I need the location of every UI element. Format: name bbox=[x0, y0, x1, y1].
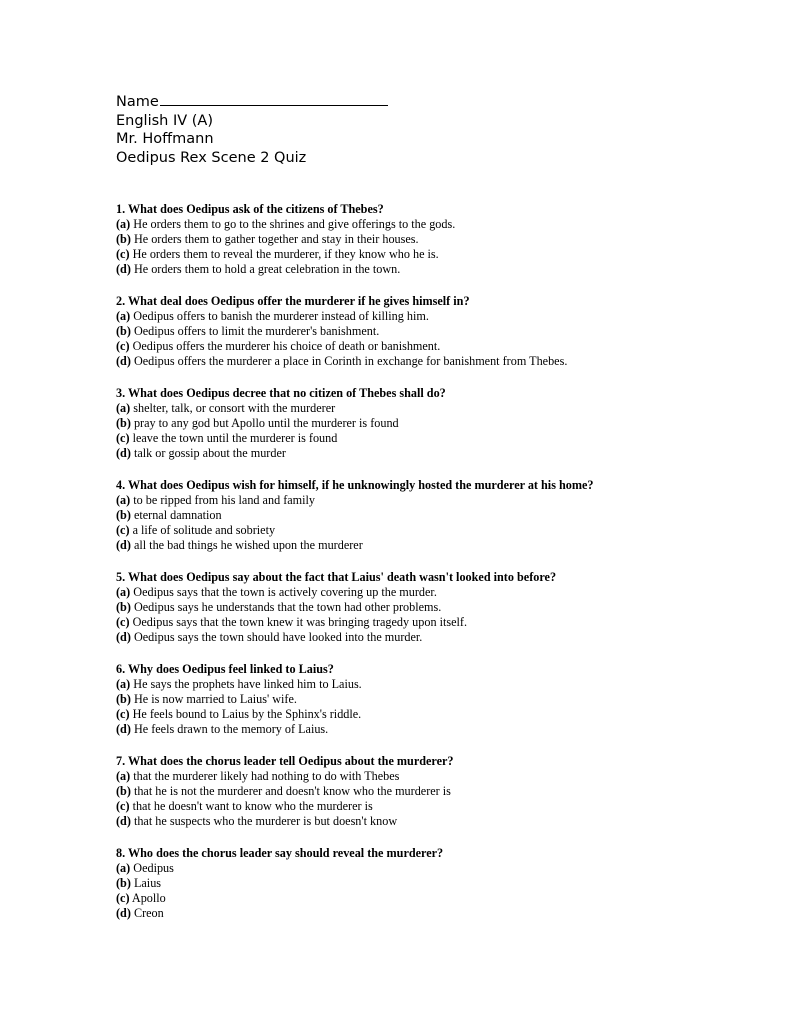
question-text: 5. What does Oedipus say about the fact that Laius' death wasn't looked into before? bbox=[116, 570, 557, 584]
answer-option bbox=[116, 585, 756, 600]
course-line: English IV (A) bbox=[116, 112, 214, 129]
answer-option bbox=[116, 861, 756, 876]
answer-option bbox=[116, 600, 756, 615]
option-letter: (a) bbox=[116, 493, 131, 507]
question-8 bbox=[116, 846, 756, 921]
question-text: 7. What does the chorus leader tell Oedipus about the murderer? bbox=[116, 754, 454, 768]
answer-option bbox=[116, 354, 756, 369]
option-text: a life of solitude and sobriety bbox=[132, 523, 276, 537]
option-letter: (d) bbox=[116, 814, 131, 828]
quiz-header bbox=[116, 92, 388, 167]
answer-option bbox=[116, 247, 756, 262]
answer-option bbox=[116, 722, 756, 737]
question-text: 1. What does Oedipus ask of the citizens of Thebes? bbox=[116, 202, 384, 216]
question-6 bbox=[116, 662, 756, 737]
option-letter: (b) bbox=[116, 324, 131, 338]
option-letter: (b) bbox=[116, 692, 131, 706]
question-text: 2. What deal does Oedipus offer the murderer if he gives himself in? bbox=[116, 294, 470, 308]
option-letter: (b) bbox=[116, 232, 131, 246]
option-letter: (c) bbox=[116, 799, 130, 813]
option-letter: (a) bbox=[116, 585, 131, 599]
option-letter: (c) bbox=[116, 891, 130, 905]
option-letter: (c) bbox=[116, 523, 130, 537]
option-letter: (d) bbox=[116, 630, 131, 644]
answer-option bbox=[116, 891, 756, 906]
answer-option bbox=[116, 401, 756, 416]
option-letter: (c) bbox=[116, 431, 130, 445]
teacher-line: Mr. Hoffmann bbox=[116, 131, 214, 147]
option-letter: (c) bbox=[116, 615, 130, 629]
question-7 bbox=[116, 754, 756, 829]
answer-option bbox=[116, 692, 756, 707]
option-text: He orders them to hold a great celebration in the town. bbox=[133, 262, 401, 276]
option-text: He feels bound to Laius by the Sphinx's riddle. bbox=[132, 707, 362, 721]
option-letter: (b) bbox=[116, 508, 131, 522]
quiz-title: Oedipus Rex Scene 2 Quiz bbox=[116, 149, 307, 166]
option-text: Oedipus offers the murderer a place in Corinth in exchange for banishment from Thebes. bbox=[133, 354, 568, 368]
answer-option bbox=[116, 523, 756, 538]
answer-option bbox=[116, 814, 756, 829]
option-text: Laius bbox=[133, 876, 162, 890]
option-text: Oedipus says the town should have looked into the murder. bbox=[133, 630, 423, 644]
option-text: Oedipus says that the town knew it was bringing tragedy upon itself. bbox=[132, 615, 468, 629]
option-text: Oedipus bbox=[133, 861, 174, 875]
option-text: Apollo bbox=[131, 891, 166, 905]
question-1 bbox=[116, 202, 756, 277]
option-text: that he doesn't want to know who the murderer is bbox=[132, 799, 373, 813]
option-letter: (d) bbox=[116, 446, 131, 460]
question-4 bbox=[116, 478, 756, 553]
answer-option bbox=[116, 906, 756, 921]
option-text: eternal damnation bbox=[133, 508, 222, 522]
answer-option bbox=[116, 538, 756, 553]
answer-option bbox=[116, 262, 756, 277]
option-letter: (c) bbox=[116, 339, 130, 353]
option-text: He says the prophets have linked him to Laius. bbox=[133, 677, 362, 691]
option-text: Oedipus offers to banish the murderer instead of killing him. bbox=[133, 309, 429, 323]
option-letter: (a) bbox=[116, 769, 131, 783]
question-5 bbox=[116, 570, 756, 645]
option-letter: (a) bbox=[116, 401, 131, 415]
option-text: leave the town until the murderer is found bbox=[132, 431, 338, 445]
option-letter: (d) bbox=[116, 722, 131, 736]
answer-option bbox=[116, 508, 756, 523]
option-text: Oedipus says that the town is actively covering up the murder. bbox=[133, 585, 437, 599]
option-text: pray to any god but Apollo until the murderer is found bbox=[133, 416, 399, 430]
answer-option bbox=[116, 324, 756, 339]
option-letter: (a) bbox=[116, 861, 131, 875]
option-letter: (d) bbox=[116, 538, 131, 552]
name-label: Name bbox=[116, 94, 159, 110]
answer-option bbox=[116, 339, 756, 354]
answer-option bbox=[116, 232, 756, 247]
question-text: 8. Who does the chorus leader say should reveal the murderer? bbox=[116, 846, 444, 860]
answer-option bbox=[116, 431, 756, 446]
option-text: He feels drawn to the memory of Laius. bbox=[133, 722, 329, 736]
question-3 bbox=[116, 386, 756, 461]
option-letter: (b) bbox=[116, 784, 131, 798]
option-letter: (a) bbox=[116, 309, 131, 323]
question-list bbox=[116, 202, 756, 938]
option-text: shelter, talk, or consort with the murderer bbox=[133, 401, 336, 415]
answer-option bbox=[116, 416, 756, 431]
option-text: He is now married to Laius' wife. bbox=[133, 692, 297, 706]
name-blank bbox=[160, 92, 388, 106]
answer-option bbox=[116, 799, 756, 814]
option-letter: (d) bbox=[116, 262, 131, 276]
option-letter: (c) bbox=[116, 707, 130, 721]
option-text: He orders them to go to the shrines and give offerings to the gods. bbox=[133, 217, 456, 231]
option-text: talk or gossip about the murder bbox=[133, 446, 286, 460]
option-text: that he is not the murderer and doesn't know who the murderer is bbox=[133, 784, 451, 798]
option-text: Oedipus offers the murderer his choice of death or banishment. bbox=[132, 339, 441, 353]
option-text: Oedipus offers to limit the murderer's banishment. bbox=[133, 324, 380, 338]
question-text: 4. What does Oedipus wish for himself, if he unknowingly hosted the murderer at his home? bbox=[116, 478, 594, 492]
question-text: 6. Why does Oedipus feel linked to Laius? bbox=[116, 662, 334, 676]
option-text: that the murderer likely had nothing to do with Thebes bbox=[133, 769, 400, 783]
answer-option bbox=[116, 876, 756, 891]
name-line bbox=[116, 92, 388, 112]
answer-option bbox=[116, 217, 756, 232]
answer-option bbox=[116, 769, 756, 784]
option-text: to be ripped from his land and family bbox=[133, 493, 316, 507]
answer-option bbox=[116, 784, 756, 799]
answer-option bbox=[116, 493, 756, 508]
answer-option bbox=[116, 707, 756, 722]
answer-option bbox=[116, 309, 756, 324]
answer-option bbox=[116, 446, 756, 461]
answer-option bbox=[116, 615, 756, 630]
question-2 bbox=[116, 294, 756, 369]
answer-option bbox=[116, 677, 756, 692]
option-text: Creon bbox=[133, 906, 164, 920]
option-letter: (a) bbox=[116, 677, 131, 691]
option-letter: (b) bbox=[116, 416, 131, 430]
question-text: 3. What does Oedipus decree that no citizen of Thebes shall do? bbox=[116, 386, 446, 400]
option-text: He orders them to gather together and stay in their houses. bbox=[133, 232, 419, 246]
answer-option bbox=[116, 630, 756, 645]
option-letter: (b) bbox=[116, 600, 131, 614]
option-letter: (b) bbox=[116, 876, 131, 890]
option-text: that he suspects who the murderer is but doesn't know bbox=[133, 814, 398, 828]
option-letter: (d) bbox=[116, 354, 131, 368]
option-letter: (d) bbox=[116, 906, 131, 920]
option-text: He orders them to reveal the murderer, if they know who he is. bbox=[132, 247, 439, 261]
option-text: all the bad things he wished upon the murderer bbox=[133, 538, 363, 552]
option-letter: (a) bbox=[116, 217, 131, 231]
option-letter: (c) bbox=[116, 247, 130, 261]
option-text: Oedipus says he understands that the town had other problems. bbox=[133, 600, 442, 614]
